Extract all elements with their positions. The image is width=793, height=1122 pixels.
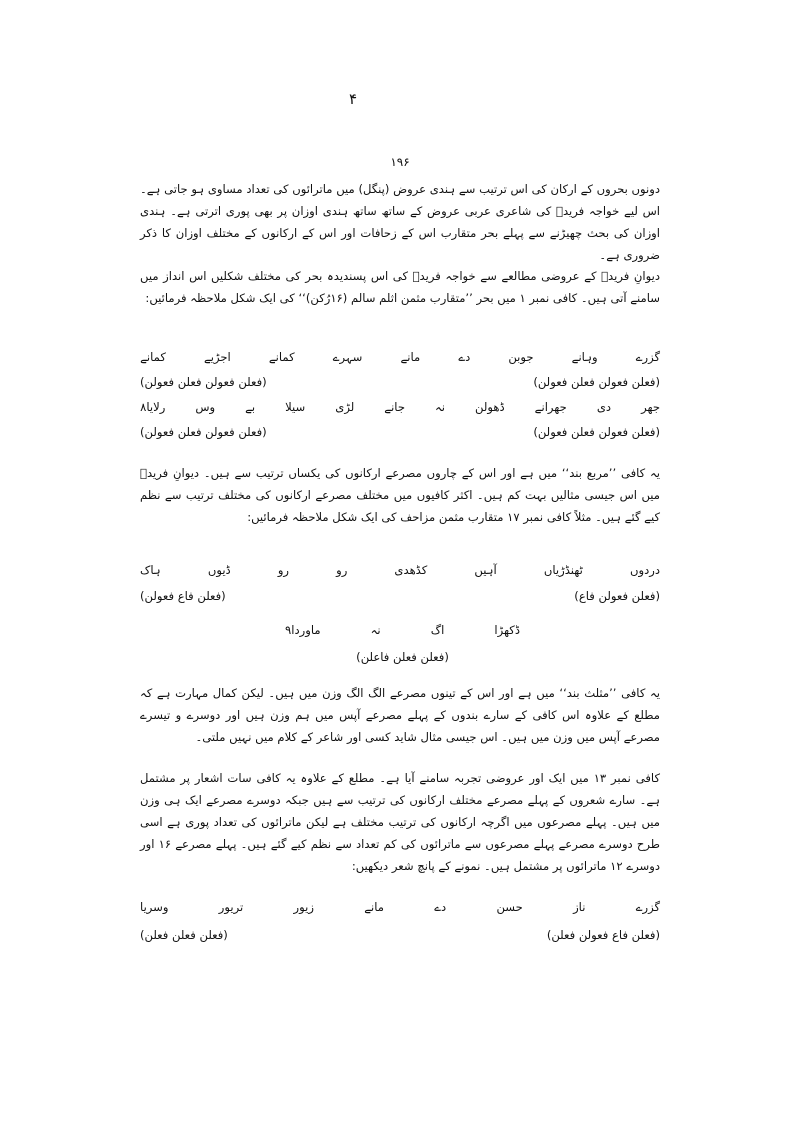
scansion: (فعلن فاع فعولن) bbox=[140, 589, 226, 603]
verse-line bbox=[140, 560, 660, 580]
verse-word: رو bbox=[336, 563, 348, 577]
verse-word: اجڑیے bbox=[203, 350, 231, 364]
verse-word: جھر bbox=[641, 400, 660, 414]
verse-word: ڈکھڑا bbox=[494, 623, 520, 637]
verse-word: جانے bbox=[384, 400, 406, 414]
verse-word: ناز bbox=[573, 900, 586, 914]
verse-word: سیلا bbox=[285, 400, 306, 414]
verse-word: مانے bbox=[400, 350, 421, 364]
verse-line bbox=[140, 897, 660, 917]
verse-word: تریور bbox=[218, 900, 244, 914]
verse-word: جوبن bbox=[508, 350, 534, 364]
paragraph-3: یہ کافی ’’مربع بند‘‘ میں ہے اور اس کے چاروں مصرعے ارکانوں کی یکساں ترتیب سے ہیں۔ دیوانِ فریدؒ میں اس جیسی مثالیں بہت کم ہیں۔ اکثر کافیوں میں مختلف مصرعے ارکانوں کی مختلف ترتیب سے نظم کیے گئے ہیں۔ مثلاً کافی نمبر ۱۷ متقارب مثمن مزاحف کی ایک شکل ملاحظہ فرمائیں: bbox=[140, 466, 660, 524]
verse-word: وہانے bbox=[571, 350, 598, 364]
verse-word: ڈھولن bbox=[475, 400, 505, 414]
verse-line bbox=[140, 347, 660, 367]
paragraph-5: کافی نمبر ۱۳ میں ایک اور عروضی تجربہ سامنے آیا ہے۔ مطلع کے علاوہ یہ کافی سات اشعار پر مشتمل ہے۔ سارے شعروں کے پہلے مصرعے مختلف ارکانوں کی ترتیب سے ہیں جبکہ دوسرے مصرعے ایک ہی وزن میں ہیں۔ پہلے مصرعوں میں اگرچہ ارکانوں کی ترتیب مختلف ہے لیکن ماترائوں کی تعداد پوری ہے اسی طرح دوسرے مصرعے پہلے مصرعوں سے ماترائوں کی کم تعداد سے نظم کیے گئے ہیں۔ پہلے مصرعے ۱۶ اور دوسرے ۱۲ ماترائوں پر مشتمل ہیں۔ نمونے کے پانچ شعر دیکھیں: bbox=[140, 771, 660, 873]
verse-word: آہیں bbox=[474, 563, 497, 577]
verse-word: رو bbox=[277, 563, 290, 577]
verse-word: نہ bbox=[435, 400, 446, 414]
verse-word: لڑی bbox=[335, 400, 355, 414]
scansion: (فعلن فاع فعولن فعلن) bbox=[546, 928, 660, 942]
page-number-top: ۴ bbox=[348, 90, 358, 108]
scansion-line bbox=[140, 925, 660, 945]
verse-word: دے bbox=[434, 900, 447, 914]
verse-line bbox=[140, 397, 660, 417]
scansion: (فعلن فعولن فاع) bbox=[574, 589, 660, 603]
verse-word: کڈھدی bbox=[394, 563, 428, 577]
paragraph-4: یہ کافی ’’مثلث بند‘‘ میں ہے اور اس کے تینوں مصرعے الگ الگ وزن میں ہیں۔ لیکن کمال مہارت ہے کہ مطلع کے علاوہ اس کافی کے سارے بندوں کے پہلے مصرعے آپس میں ہم وزن ہیں اور دوسرے و تیسرے مصرعے آپس میں وزن میں ہیں۔ اس جیسی مثال شاید کسی اور شاعر کے کلام میں نہیں ملتی۔ bbox=[140, 686, 660, 744]
verse-word: مانے bbox=[364, 900, 384, 914]
verse-word: نہ bbox=[370, 623, 381, 637]
verse-word: دی bbox=[596, 400, 612, 414]
book-page-number: ۱۹۶ bbox=[390, 155, 410, 169]
verse-word: دے bbox=[458, 350, 471, 364]
scansion-line bbox=[140, 372, 660, 392]
scansion-line bbox=[140, 422, 660, 442]
verse-word: ڈیوں bbox=[207, 563, 231, 577]
verse-word: ہاک bbox=[140, 563, 161, 577]
scansion: (فعلن فعلن فاعلن) bbox=[356, 650, 449, 664]
scansion-line bbox=[140, 586, 660, 606]
verse-word: ٹھنڈڑیاں bbox=[543, 563, 583, 577]
verse-word: وس bbox=[195, 400, 216, 414]
verse-word: کمانے bbox=[140, 350, 166, 364]
verse-line bbox=[285, 620, 520, 640]
verse-word: اگ bbox=[430, 623, 445, 637]
scansion: (فعلن فعولن فعلن فعولن) bbox=[533, 375, 660, 389]
paragraph-1: دونوں بحروں کے ارکان کی اس ترتیب سے ہندی عروض (پنگل) میں ماترائوں کی تعداد مساوی ہو جاتی ہے۔ اس لیے خواجہ فریدؒ کی شاعری عربی عروض کے ساتھ ساتھ ہندی اوزان پر بھی پوری اترتی ہے۔ ہندی اوزان کی بحث چھیڑنے سے پہلے بحر متقارب اس کے زحافات اور اس کے ارکانوں کے مختلف اوزان کا ذکر ضروری ہے۔ bbox=[140, 182, 660, 262]
verse-word: سہرے bbox=[332, 350, 363, 364]
verse-word: وسریا bbox=[140, 900, 169, 914]
scansion: (فعلن فعولن فعلن فعولن) bbox=[533, 425, 660, 439]
scansion: (فعلن فعولن فعلن فعولن) bbox=[140, 375, 267, 389]
scansion-line bbox=[285, 647, 520, 667]
paragraph-2: دیوانِ فریدؒ کے عروضی مطالعے سے خواجہ فریدؒ کی اس پسندیدہ بحر کی مختلف شکلیں اس انداز میں سامنے آتی ہیں۔ کافی نمبر ۱ میں بحر ’’متقارب مثمن اثلم سالم (۱۶رُکن)‘‘ کی ایک شکل ملاحظہ فرمائیں: bbox=[140, 269, 660, 305]
verse-word: گزرے bbox=[635, 350, 660, 364]
verse-word: حسن bbox=[496, 900, 523, 914]
verse-word: بے bbox=[245, 400, 256, 414]
verse-word: رلایا۸ bbox=[140, 400, 166, 414]
verse-word: زیور bbox=[293, 900, 314, 914]
verse-word: گزرے bbox=[635, 900, 660, 914]
verse-word: دردوں bbox=[629, 563, 660, 577]
verse-word: ماوردا۹ bbox=[285, 623, 321, 637]
verse-word: جھرانے bbox=[534, 400, 567, 414]
scansion: (فعلن فعولن فعلن فعولن) bbox=[140, 425, 267, 439]
scansion: (فعلن فعلن فعلن) bbox=[140, 928, 228, 942]
verse-word: کمانے bbox=[268, 350, 295, 364]
